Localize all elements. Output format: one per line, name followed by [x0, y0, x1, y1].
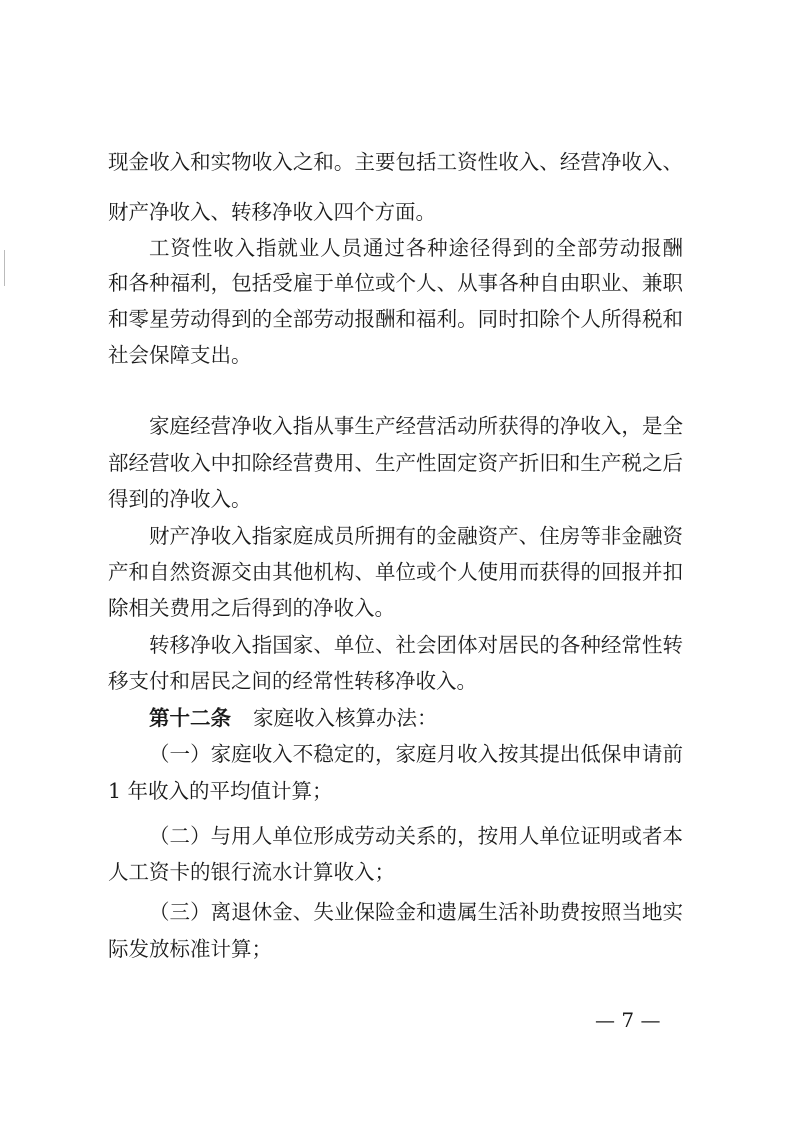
article-label: 第十二条: [149, 706, 231, 730]
paragraph-line: 得到的净收入。: [108, 487, 252, 511]
paragraph-line: 部经营收入中扣除经营费用、生产性固定资产折旧和生产税之后: [108, 451, 683, 475]
paragraph-line: 社会保障支出。: [108, 343, 252, 367]
paragraph-line: 现金收入和实物收入之和。主要包括工资性收入、经营净收入、: [108, 150, 683, 174]
paragraph-line: 移支付和居民之间的经常性转移净收入。: [108, 669, 477, 693]
list-item-line: （二）与用人单位形成劳动关系的，按用人单位证明或者本: [149, 824, 683, 848]
paragraph-line: 转移净收入指国家、单位、社会团体对居民的各种经常性转: [149, 633, 683, 657]
list-item-line: 人工资卡的银行流水计算收入；: [108, 860, 395, 884]
paragraph-line: 财产净收入指家庭成员所拥有的金融资产、住房等非金融资: [149, 524, 683, 548]
list-item-line: 际发放标准计算；: [108, 937, 272, 961]
page-number: — 7 —: [595, 1008, 661, 1032]
paragraph-line: 除相关费用之后得到的净收入。: [108, 596, 395, 620]
list-item-line: 1 年收入的平均值计算；: [108, 779, 333, 803]
paragraph-line: 产和自然资源交由其他机构、单位或个人使用而获得的回报并扣: [108, 560, 683, 584]
paragraph-line: 工资性收入指就业人员通过各种途径得到的全部劳动报酬: [149, 236, 683, 260]
paragraph-line: 财产净收入、转移净收入四个方面。: [108, 200, 436, 224]
list-item-line: （一）家庭收入不稳定的，家庭月收入按其提出低保申请前: [149, 742, 683, 766]
list-item-line: （三）离退休金、失业保险金和遗属生活补助费按照当地实: [149, 900, 683, 924]
paragraph-line: 家庭经营净收入指从事生产经营活动所获得的净收入，是全: [149, 414, 683, 438]
article-title: 家庭收入核算办法：: [253, 706, 438, 730]
paragraph-line: 和零星劳动得到的全部劳动报酬和福利。同时扣除个人所得税和: [108, 307, 683, 331]
paragraph-line: 和各种福利，包括受雇于单位或个人、从事各种自由职业、兼职: [108, 271, 683, 295]
article-heading: [0, 704, 793, 732]
